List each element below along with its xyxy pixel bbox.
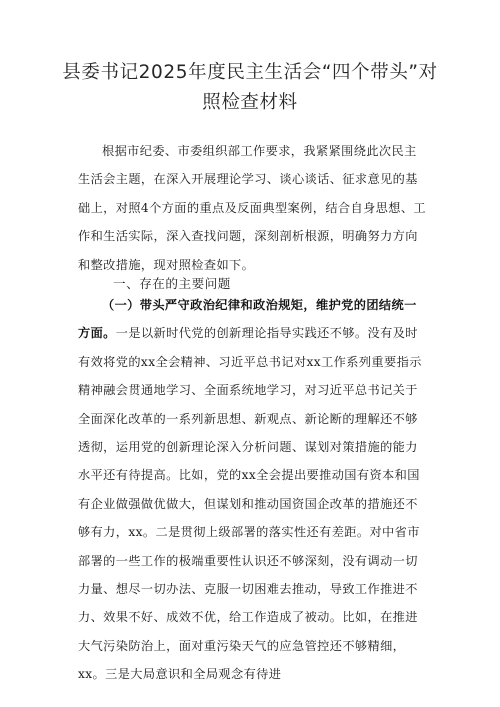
document-title-line1: 县委书记2025年度民主生活会“四个带头”对 (62, 62, 438, 83)
intro-text: 根据市纪委、市委组织部工作要求，我紧紧围绕此次民主生活会主题，在深入开展理论学习、谈心谈话、征求意见的基础上，对照4个方面的重点及反面典型案例，结合自身思想、工作和生活实际，深入查找问题，深刻剖析根源，明确努力方向和整改措施，现对照检查如下。 (78, 144, 427, 272)
subsection-text (78, 291, 428, 689)
subsection-paragraph (78, 291, 428, 689)
section-heading: 一、存在的主要问题 (113, 276, 231, 291)
subsection-body: 一是以新时代党的创新理论指导实践还不够。没有及时有效将党的xx全会精神、习近平总书记对xx工作系列重要指示精神融会贯通地学习、全面系统地学习，对习近平总书记关于全面深化改革的一系列新思想、新观点、新论断的理解还不够透彻，运用党的创新理论深入分析问题、谋划对策措施的能力水平还有待提高。比如，党的xx全会提出要推动国有资本和国有企业做强做优做大，但谋划和推动国资国企改革的措施还不够有力，xx。二是贯彻上级部署的落实性还有差距。对中省市部署的一些工作的极端重要性认识还不够深刻，没有调动一切力量、想尽一切办法、克服一切困难去推动，导致工作推进不力、效果不好、成效不优，给工作造成了被动。比如，在推进大气污染防治上，面对重污染天气的应急管控还不够精细，xx。三是大局意识和全局观念有待进 (78, 326, 422, 682)
intro-paragraph (78, 137, 428, 279)
subsection-heading: （一）带头严守政治纪律和政治规矩，维护党的团结统一方面。 (78, 298, 417, 341)
document-title-line2: 照检查材料 (202, 92, 298, 113)
